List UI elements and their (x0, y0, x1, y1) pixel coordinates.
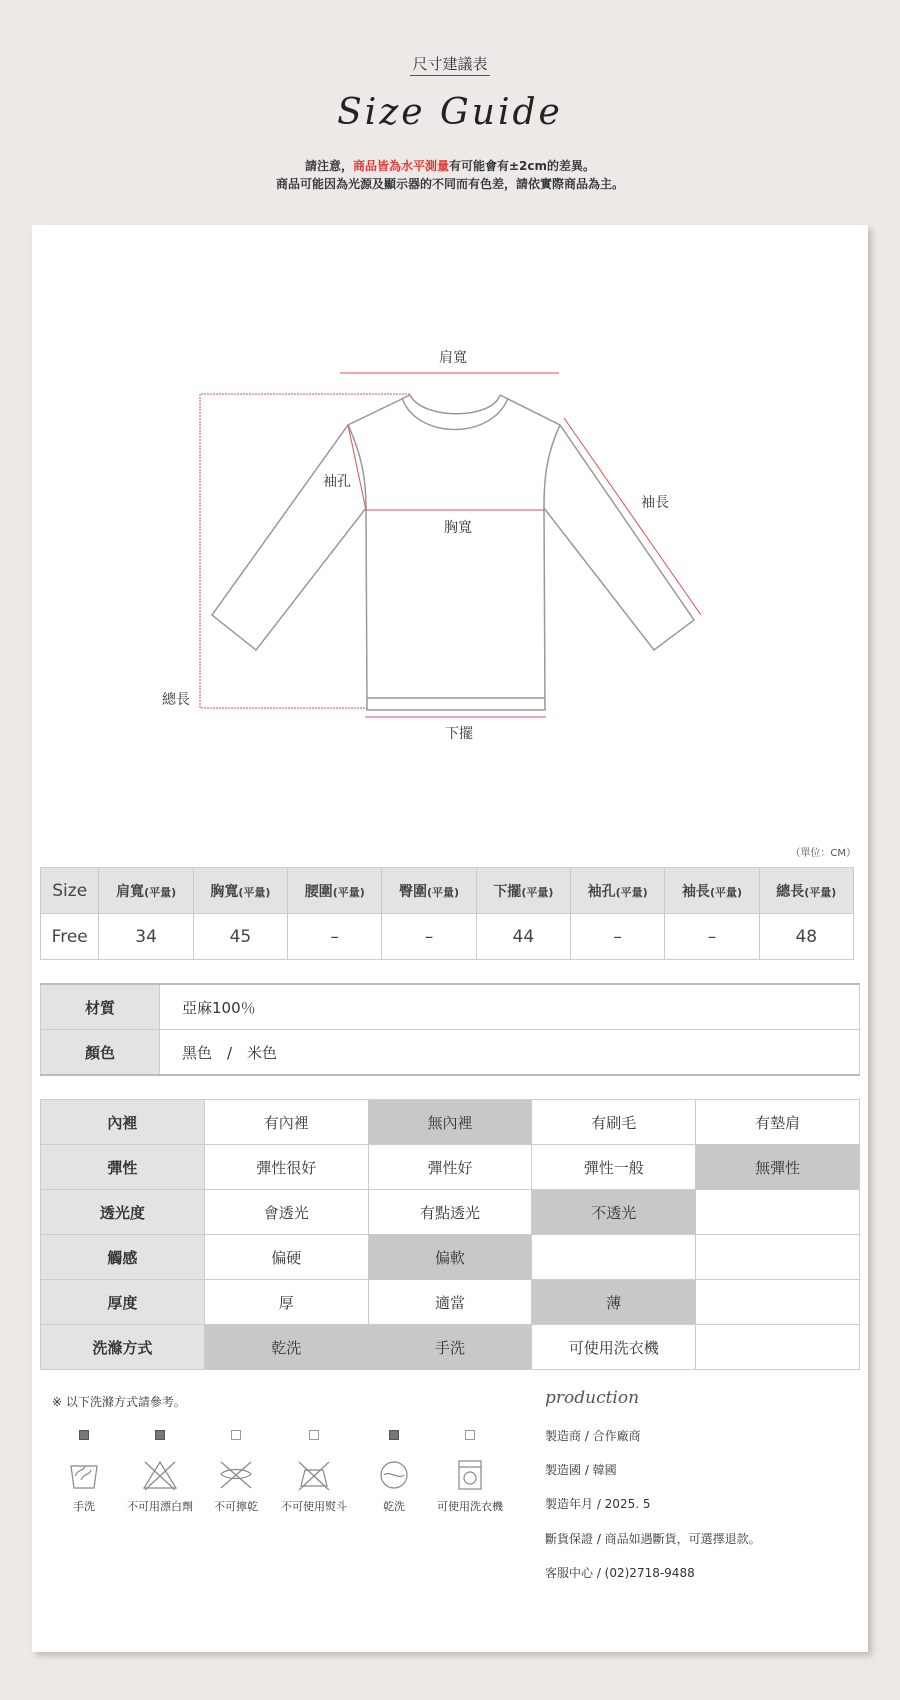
label-armhole: 袖孔 (323, 474, 351, 490)
sweater-outline (212, 395, 694, 710)
col-header: 胸寬(平量) (193, 868, 287, 914)
value-cell: 44 (476, 914, 570, 960)
table-row (41, 914, 854, 960)
care-note: ※ 以下洗滌方式請參考。 (52, 1395, 186, 1409)
no-bleach-icon (143, 1458, 177, 1492)
care-item (44, 1430, 124, 1514)
production-line: 製造商 / 合作廠商 (545, 1429, 641, 1443)
feature-cell: 彈性一般 (532, 1145, 696, 1190)
care-label: 不可擰乾 (214, 1500, 258, 1513)
care-label: 不可用漂白劑 (127, 1500, 193, 1513)
table-row (41, 1100, 860, 1145)
feature-cell-selected: 偏軟 (368, 1235, 532, 1280)
label-sleeve: 袖長 (641, 495, 669, 511)
size-header: Size (41, 868, 99, 914)
size-cell: Free (41, 914, 99, 960)
col-header: 肩寬(平量) (99, 868, 193, 914)
col-header: 腰圍(平量) (288, 868, 382, 914)
care-item (196, 1430, 276, 1514)
table-row (41, 1190, 860, 1235)
care-item (120, 1430, 200, 1514)
feature-cell-selected: 無內裡 (368, 1100, 532, 1145)
feature-table (40, 1099, 860, 1370)
value-cell: – (288, 914, 382, 960)
feature-cell (532, 1235, 696, 1280)
care-label: 不可使用熨斗 (281, 1500, 347, 1513)
care-item (430, 1430, 510, 1514)
feature-key: 觸感 (41, 1235, 205, 1280)
feature-cell: 有墊肩 (696, 1100, 860, 1145)
care-checkbox (79, 1430, 89, 1440)
feature-cell: 適當 (368, 1280, 532, 1325)
feature-cell (696, 1235, 860, 1280)
length-measure-line (200, 394, 410, 708)
label-chest: 胸寬 (444, 520, 472, 536)
color-key: 顏色 (41, 1030, 160, 1076)
value-cell: – (382, 914, 476, 960)
care-checkbox (231, 1430, 241, 1440)
label-shoulder: 肩寬 (439, 350, 467, 366)
feature-cell (696, 1190, 860, 1235)
table-row (41, 984, 860, 1030)
size-card (32, 225, 868, 1652)
feature-key: 洗滌方式 (41, 1325, 205, 1370)
feature-cell: 有內裡 (204, 1100, 368, 1145)
feature-key: 彈性 (41, 1145, 205, 1190)
care-label: 乾洗 (383, 1500, 405, 1513)
feature-cell (696, 1325, 860, 1370)
size-table-header (41, 868, 854, 914)
material-value: 亞麻100％ (160, 984, 860, 1030)
sleeve-measure-line (564, 418, 701, 615)
production-line: 斷貨保證 / 商品如遇斷貨，可選擇退款。 (545, 1532, 761, 1546)
unit-note: （單位：CM） (790, 848, 856, 859)
feature-key: 厚度 (41, 1280, 205, 1325)
table-row (41, 1280, 860, 1325)
feature-cell-selected: 不透光 (532, 1190, 696, 1235)
feature-cell-selected: 手洗 (368, 1325, 532, 1370)
feature-cell: 偏硬 (204, 1235, 368, 1280)
feature-cell: 彈性很好 (204, 1145, 368, 1190)
armhole-measure-line (348, 425, 366, 510)
care-checkbox (465, 1430, 475, 1440)
label-length: 總長 (162, 692, 190, 708)
care-item (274, 1430, 354, 1514)
value-cell: 45 (193, 914, 287, 960)
no-iron-icon (297, 1458, 331, 1492)
col-header: 袖長(平量) (665, 868, 759, 914)
feature-cell: 有點透光 (368, 1190, 532, 1235)
measure-note (0, 157, 900, 174)
care-label: 可使用洗衣機 (437, 1500, 503, 1513)
production-line: 製造年月 / 2025. 5 (545, 1497, 651, 1511)
feature-cell-selected: 乾洗 (204, 1325, 368, 1370)
feature-cell: 會透光 (204, 1190, 368, 1235)
col-header: 總長(平量) (759, 868, 853, 914)
feature-key: 內裡 (41, 1100, 205, 1145)
feature-cell: 厚 (204, 1280, 368, 1325)
material-key: 材質 (41, 984, 160, 1030)
col-header: 下擺(平量) (476, 868, 570, 914)
table-row (41, 1235, 860, 1280)
care-checkbox (309, 1430, 319, 1440)
care-checkbox (389, 1430, 399, 1440)
note-suffix: 有可能會有±2cm的差異。 (449, 159, 596, 173)
feature-cell: 可使用洗衣機 (532, 1325, 696, 1370)
feature-key: 透光度 (41, 1190, 205, 1235)
care-label: 手洗 (73, 1500, 95, 1513)
no-wring-icon (219, 1458, 253, 1492)
size-chart-subtitle: 尺寸建議表 (410, 55, 489, 76)
table-row (41, 1145, 860, 1190)
production-title: production (545, 1388, 640, 1408)
value-cell: 48 (759, 914, 853, 960)
machine-wash-icon (453, 1458, 487, 1492)
garment-diagram (32, 225, 868, 785)
production-line: 客服中心 / (02)2718-9488 (545, 1566, 695, 1580)
care-item (354, 1430, 434, 1514)
note-highlight: 商品皆為水平測量 (352, 159, 449, 173)
feature-cell (696, 1280, 860, 1325)
table-row (41, 1030, 860, 1076)
label-hem: 下擺 (445, 726, 473, 742)
measure-lines (200, 373, 701, 717)
size-guide-title: Size Guide (337, 92, 563, 133)
col-header: 袖孔(平量) (571, 868, 665, 914)
color-note: 商品可能因為光源及顯示器的不同而有色差，請依實際商品為主。 (275, 177, 624, 191)
material-table (40, 983, 860, 1076)
dry-clean-icon (377, 1458, 411, 1492)
col-header: 臀圍(平量) (382, 868, 476, 914)
size-table (40, 867, 854, 960)
color-value: 黑色 / 米色 (160, 1030, 860, 1076)
table-row (41, 1325, 860, 1370)
feature-cell-selected: 薄 (532, 1280, 696, 1325)
feature-cell-selected: 無彈性 (696, 1145, 860, 1190)
note-prefix: 請注意， (304, 159, 353, 173)
value-cell: – (571, 914, 665, 960)
feature-cell: 彈性好 (368, 1145, 532, 1190)
value-cell: 34 (99, 914, 193, 960)
hand-wash-icon (67, 1458, 101, 1492)
care-checkbox (155, 1430, 165, 1440)
value-cell: – (665, 914, 759, 960)
production-line: 製造國 / 韓國 (545, 1463, 617, 1477)
feature-cell: 有刷毛 (532, 1100, 696, 1145)
